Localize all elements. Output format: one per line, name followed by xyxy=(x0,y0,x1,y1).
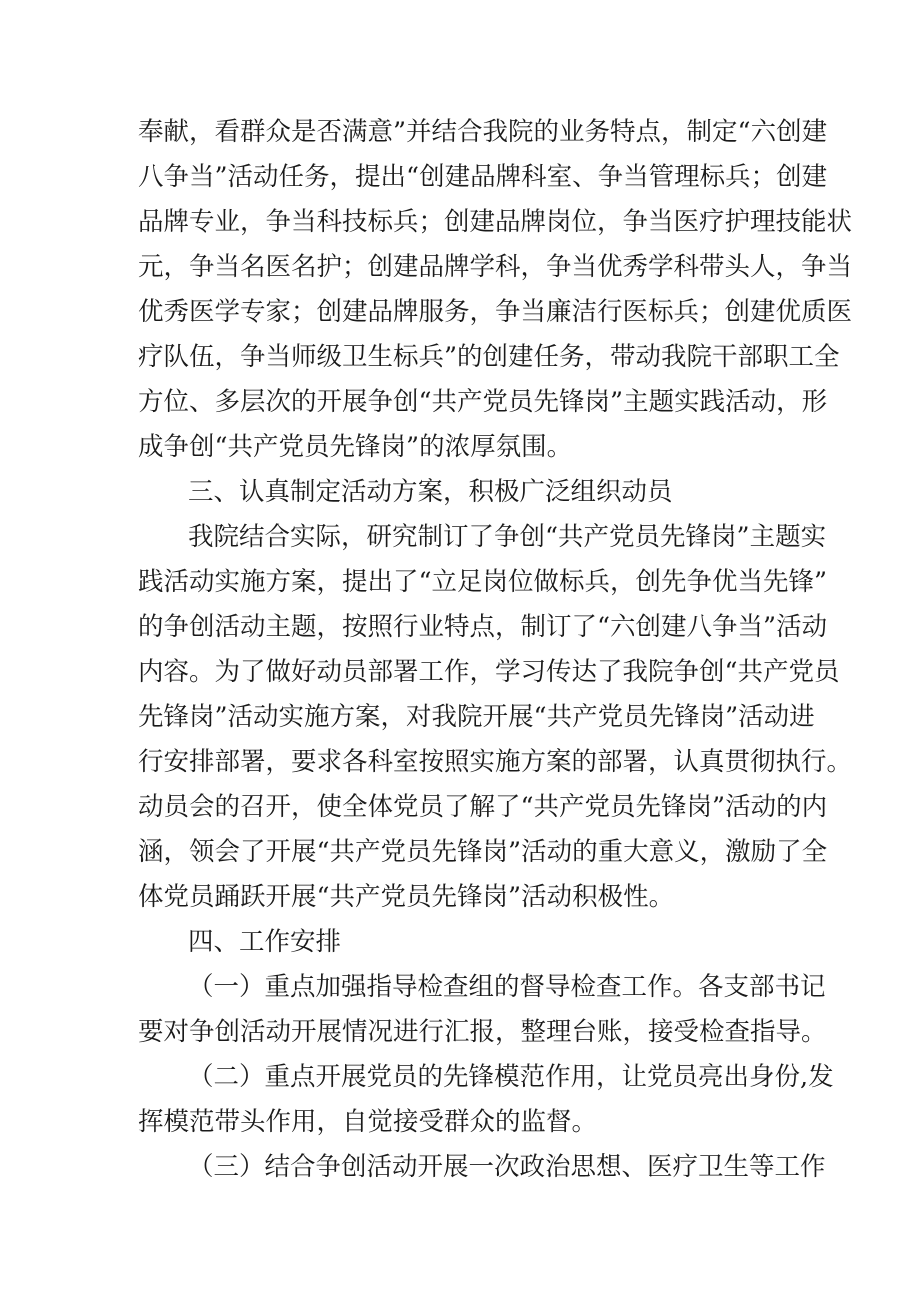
paragraph-first-line: （二）重点开展党员的先锋模范作用，让党员亮出身份,发 xyxy=(188,1062,834,1092)
paragraph-first-line: （一）重点加强指导检查组的督导检查工作。各支部书记 xyxy=(188,972,826,1002)
section-heading: 四、工作安排 xyxy=(188,927,342,957)
text-line: 品牌专业，争当科技标兵；创建品牌岗位，争当医疗护理技能状 xyxy=(138,207,853,237)
text-line: 疗队伍，争当师级卫生标兵”的创建任务，带动我院干部职工全 xyxy=(138,342,840,372)
text-line: 动员会的召开，使全体党员了解了“共产党员先锋岗”活动的内 xyxy=(138,792,828,822)
paragraph-first-line: 我院结合实际，研究制订了争创“共产党员先锋岗”主题实 xyxy=(188,522,827,552)
text-line: 内容。为了做好动员部署工作，学习传达了我院争创“共产党员 xyxy=(138,657,840,687)
text-line: 的争创活动主题，按照行业特点，制订了“六创建八争当”活动 xyxy=(138,612,828,642)
text-line: 践活动实施方案，提出了“立足岗位做标兵，创先争优当先锋” xyxy=(138,567,828,597)
section-heading: 三、认真制定活动方案，积极广泛组织动员 xyxy=(188,477,673,507)
text-line: 行安排部署，要求各科室按照实施方案的部署，认真贯彻执行。 xyxy=(138,747,853,777)
text-line: 先锋岗”活动实施方案，对我院开展“共产党员先锋岗”活动进 xyxy=(138,702,815,732)
text-line: 挥模范带头作用，自觉接受群众的监督。 xyxy=(138,1107,598,1137)
text-line: 要对争创活动开展情况进行汇报，整理台账，接受检查指导。 xyxy=(138,1017,827,1047)
text-line: 成争创“共产党员先锋岗”的浓厚氛围。 xyxy=(138,432,573,462)
text-line: 优秀医学专家；创建品牌服务，争当廉洁行医标兵；创建优质医 xyxy=(138,297,853,327)
text-line: 体党员踊跃开展“共产党员先锋岗”活动积极性。 xyxy=(138,882,675,912)
text-line: 元，争当名医名护；创建品牌学科，争当优秀学科带头人，争当 xyxy=(138,252,853,282)
text-line: 涵，领会了开展“共产党员先锋岗”活动的重大意义，激励了全 xyxy=(138,837,828,867)
text-line: 方位、多层次的开展争创“共产党员先锋岗”主题实践活动，形 xyxy=(138,387,828,417)
text-line: 八争当”活动任务，提出“创建品牌科室、争当管理标兵；创建 xyxy=(138,162,828,192)
text-line: 奉献，看群众是否满意”并结合我院的业务特点，制定“六创建 xyxy=(138,117,828,147)
paragraph-first-line: （三）结合争创活动开展一次政治思想、医疗卫生等工作 xyxy=(188,1152,826,1182)
